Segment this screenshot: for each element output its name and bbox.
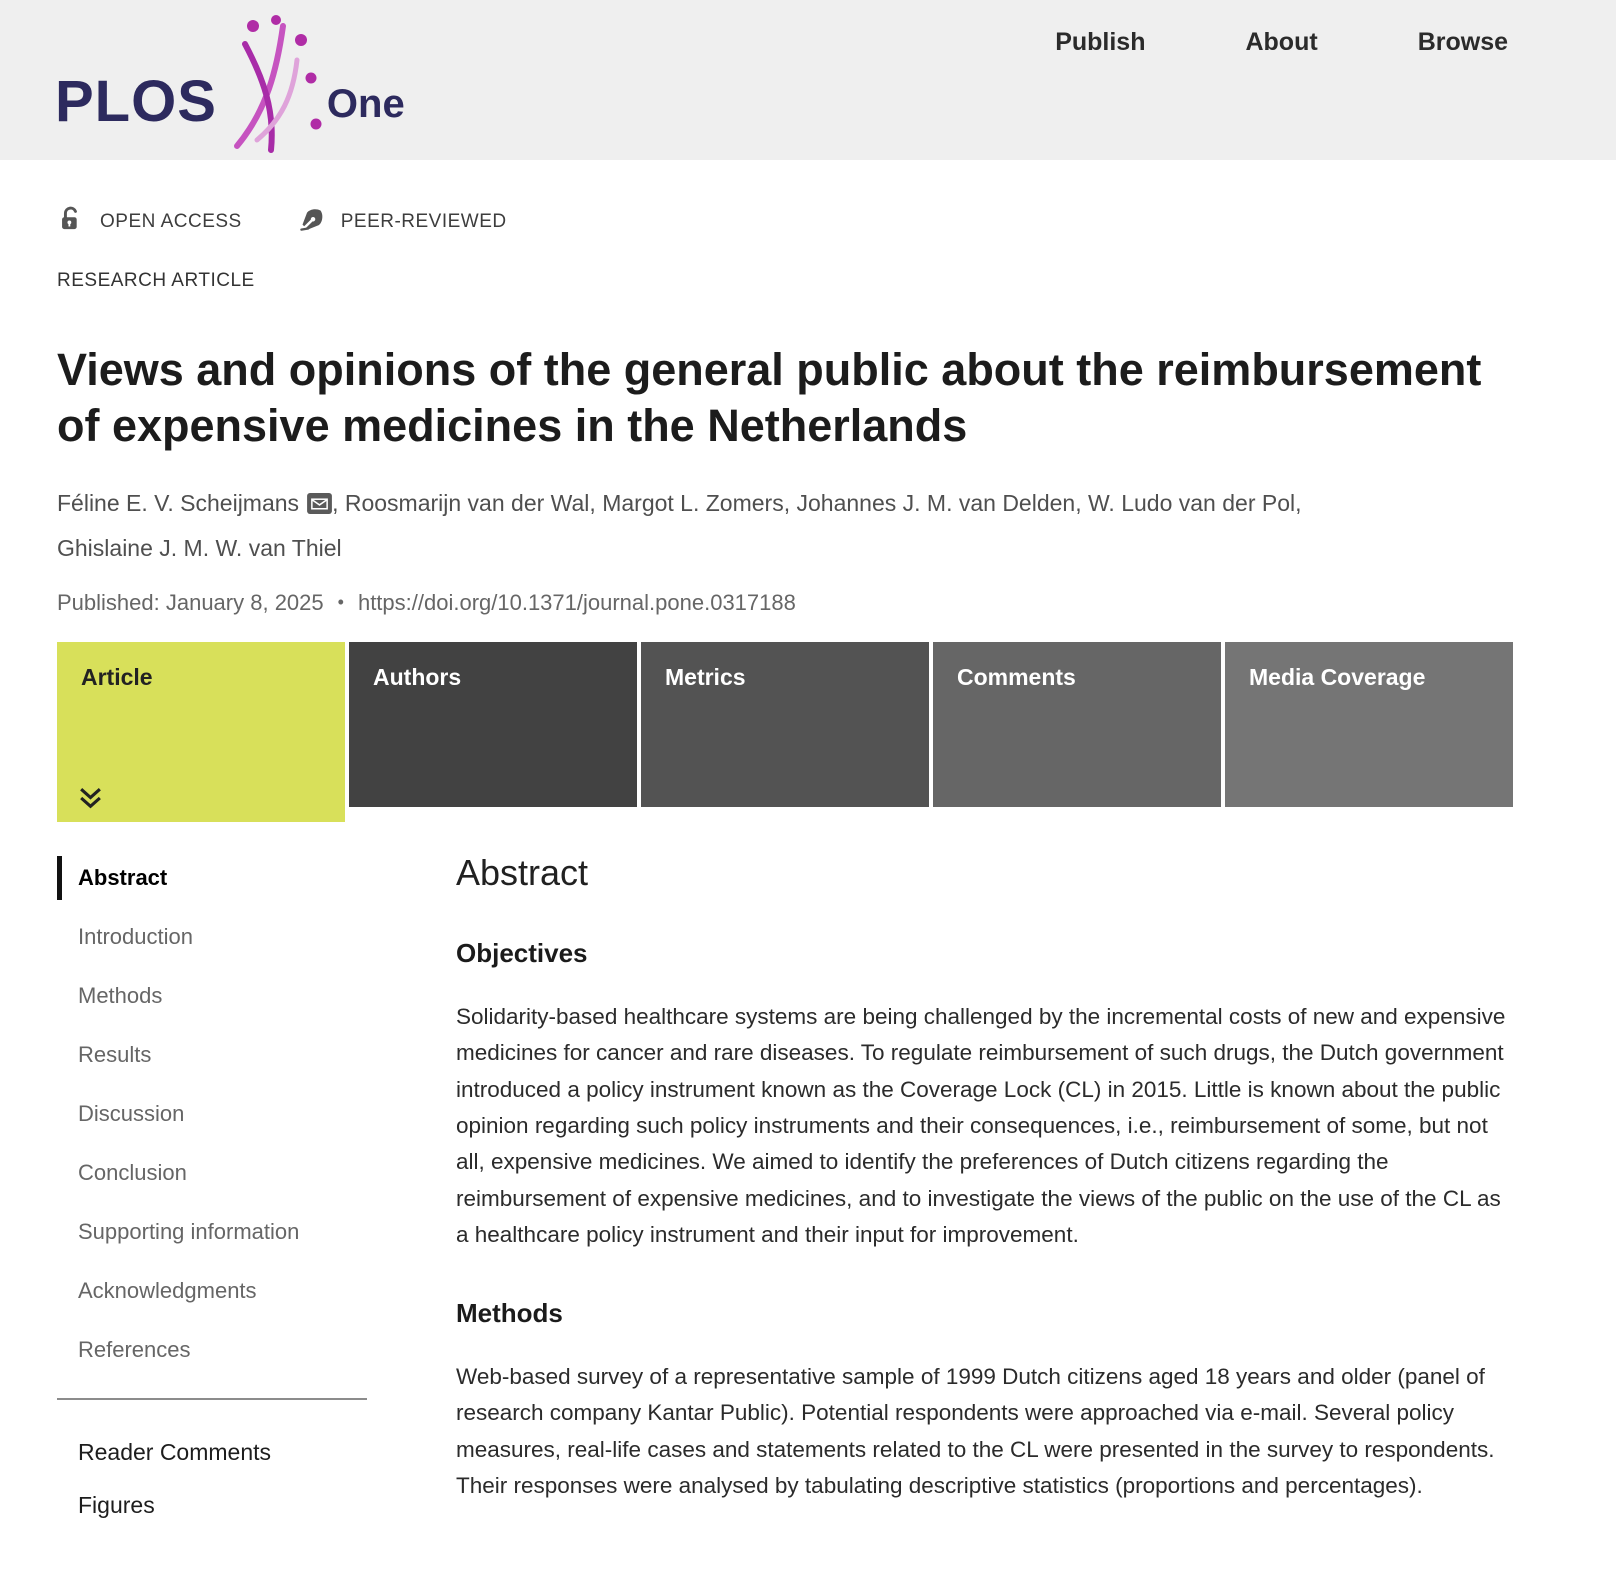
publication-info: [57, 590, 1516, 616]
sidebar-item-supporting-information[interactable]: Supporting information: [78, 1218, 300, 1244]
tab-media-coverage[interactable]: [1225, 642, 1513, 807]
author[interactable]: [57, 490, 345, 516]
published-date: Published: January 8, 2025: [57, 589, 324, 615]
sidebar-item-abstract[interactable]: Abstract: [57, 856, 372, 900]
unlock-icon: [57, 206, 84, 238]
site-header: [0, 0, 1616, 160]
tab-article[interactable]: [57, 642, 345, 822]
author[interactable]: Roosmarijn van der Wal ,: [345, 490, 602, 516]
sidebar-item-references[interactable]: References: [78, 1336, 191, 1362]
double-chevron-down-icon[interactable]: [77, 786, 104, 810]
tab-label: Media Coverage: [1249, 663, 1426, 690]
article-badges: [57, 206, 1516, 238]
peer-reviewed-label: PEER-REVIEWED: [340, 211, 507, 232]
article-tabs: [57, 642, 1516, 822]
content-row: [57, 844, 1516, 1536]
doi-link[interactable]: https://doi.org/10.1371/journal.pone.0317188: [357, 589, 796, 615]
open-access-label: OPEN ACCESS: [100, 211, 242, 232]
open-access-badge: [57, 206, 242, 238]
logo-one-text: One: [326, 82, 405, 126]
tab-label: Comments: [957, 663, 1076, 690]
article-page: [0, 206, 1616, 1536]
sidebar-item-reader-comments[interactable]: Reader Comments: [78, 1438, 272, 1465]
author-name[interactable]: Féline E. V. Scheijmans: [57, 489, 300, 516]
abstract-heading: Abstract: [456, 851, 589, 893]
plos-dancer-icon: [223, 14, 323, 161]
tab-label: Metrics: [665, 663, 746, 690]
author[interactable]: Ghislaine J. M. W. van Thiel: [57, 535, 342, 562]
tab-comments[interactable]: [933, 642, 1221, 807]
article-type-label: RESEARCH ARTICLE: [57, 270, 255, 291]
section-sidebar: [57, 844, 372, 1536]
sidebar-item-introduction[interactable]: Introduction: [78, 923, 193, 949]
top-nav: [1055, 28, 1508, 57]
pen-nib-icon: [298, 206, 325, 238]
tab-metrics[interactable]: [641, 642, 929, 807]
peer-reviewed-badge: [298, 206, 507, 238]
section-nav: [57, 856, 372, 1372]
sidebar-divider: [57, 1398, 367, 1400]
author[interactable]: Johannes J. M. van Delden ,: [796, 490, 1088, 516]
author[interactable]: W. Ludo van der Pol ,: [1088, 490, 1302, 516]
tab-label: Article: [81, 663, 153, 690]
logo-plos-text: PLOS: [55, 69, 217, 134]
objectives-paragraph: Solidarity-based healthcare systems are being challenged by the incremental costs of new and expensive medicines for cancer and rare diseases. To regulate reimbursement of such drugs, the Dutch government introduced a policy instrument known as the Coverage Lock (CL) in 2015. Little is known about the public opinion regarding such policy instruments and their consequences, i.e., reimbursement of some, but not all, expensive medicines. We aimed to identify the preferences of Dutch citizens regarding the reimbursement of expensive medicines, and to investigate the views of the public on the use of the CL as a healthcare policy instrument and their input for improvement.: [456, 1003, 1506, 1248]
sidebar-extras: [57, 1430, 372, 1528]
objectives-heading: Objectives: [456, 937, 588, 968]
sidebar-item-methods[interactable]: Methods: [78, 982, 163, 1008]
methods-paragraph: Web-based survey of a representative sample of 1999 Dutch citizens aged 18 years and older (panel of research company Kantar Public). Potential respondents were approached via e-mail. Several policy measures, real-life cases and statements related to the CL were presented in the survey to respondents. Their responses were analysed by tabulating descriptive statistics (proportions and percentages).: [456, 1363, 1495, 1499]
plos-one-logo[interactable]: [55, 14, 405, 161]
author[interactable]: Margot L. Zomers ,: [602, 490, 796, 516]
nav-browse[interactable]: Browse: [1417, 28, 1508, 56]
sidebar-item-figures[interactable]: Figures: [78, 1491, 155, 1518]
nav-about[interactable]: About: [1245, 28, 1318, 56]
sidebar-item-conclusion[interactable]: Conclusion: [78, 1159, 187, 1185]
methods-heading: Methods: [456, 1297, 563, 1328]
envelope-icon[interactable]: [307, 485, 332, 528]
tab-label: Authors: [373, 663, 462, 690]
abstract-section: [456, 844, 1516, 1536]
sidebar-item-discussion[interactable]: Discussion: [78, 1100, 185, 1126]
sidebar-item-results[interactable]: Results: [78, 1041, 152, 1067]
author-list: [57, 482, 1516, 570]
dot-separator: •: [337, 592, 344, 613]
sidebar-item-acknowledgments[interactable]: Acknowledgments: [78, 1277, 257, 1303]
article-title: Views and opinions of the general public about the reimbursement of expensive medicines in the Netherlands: [57, 344, 1482, 451]
tab-authors[interactable]: [349, 642, 637, 807]
nav-publish[interactable]: Publish: [1055, 28, 1146, 56]
